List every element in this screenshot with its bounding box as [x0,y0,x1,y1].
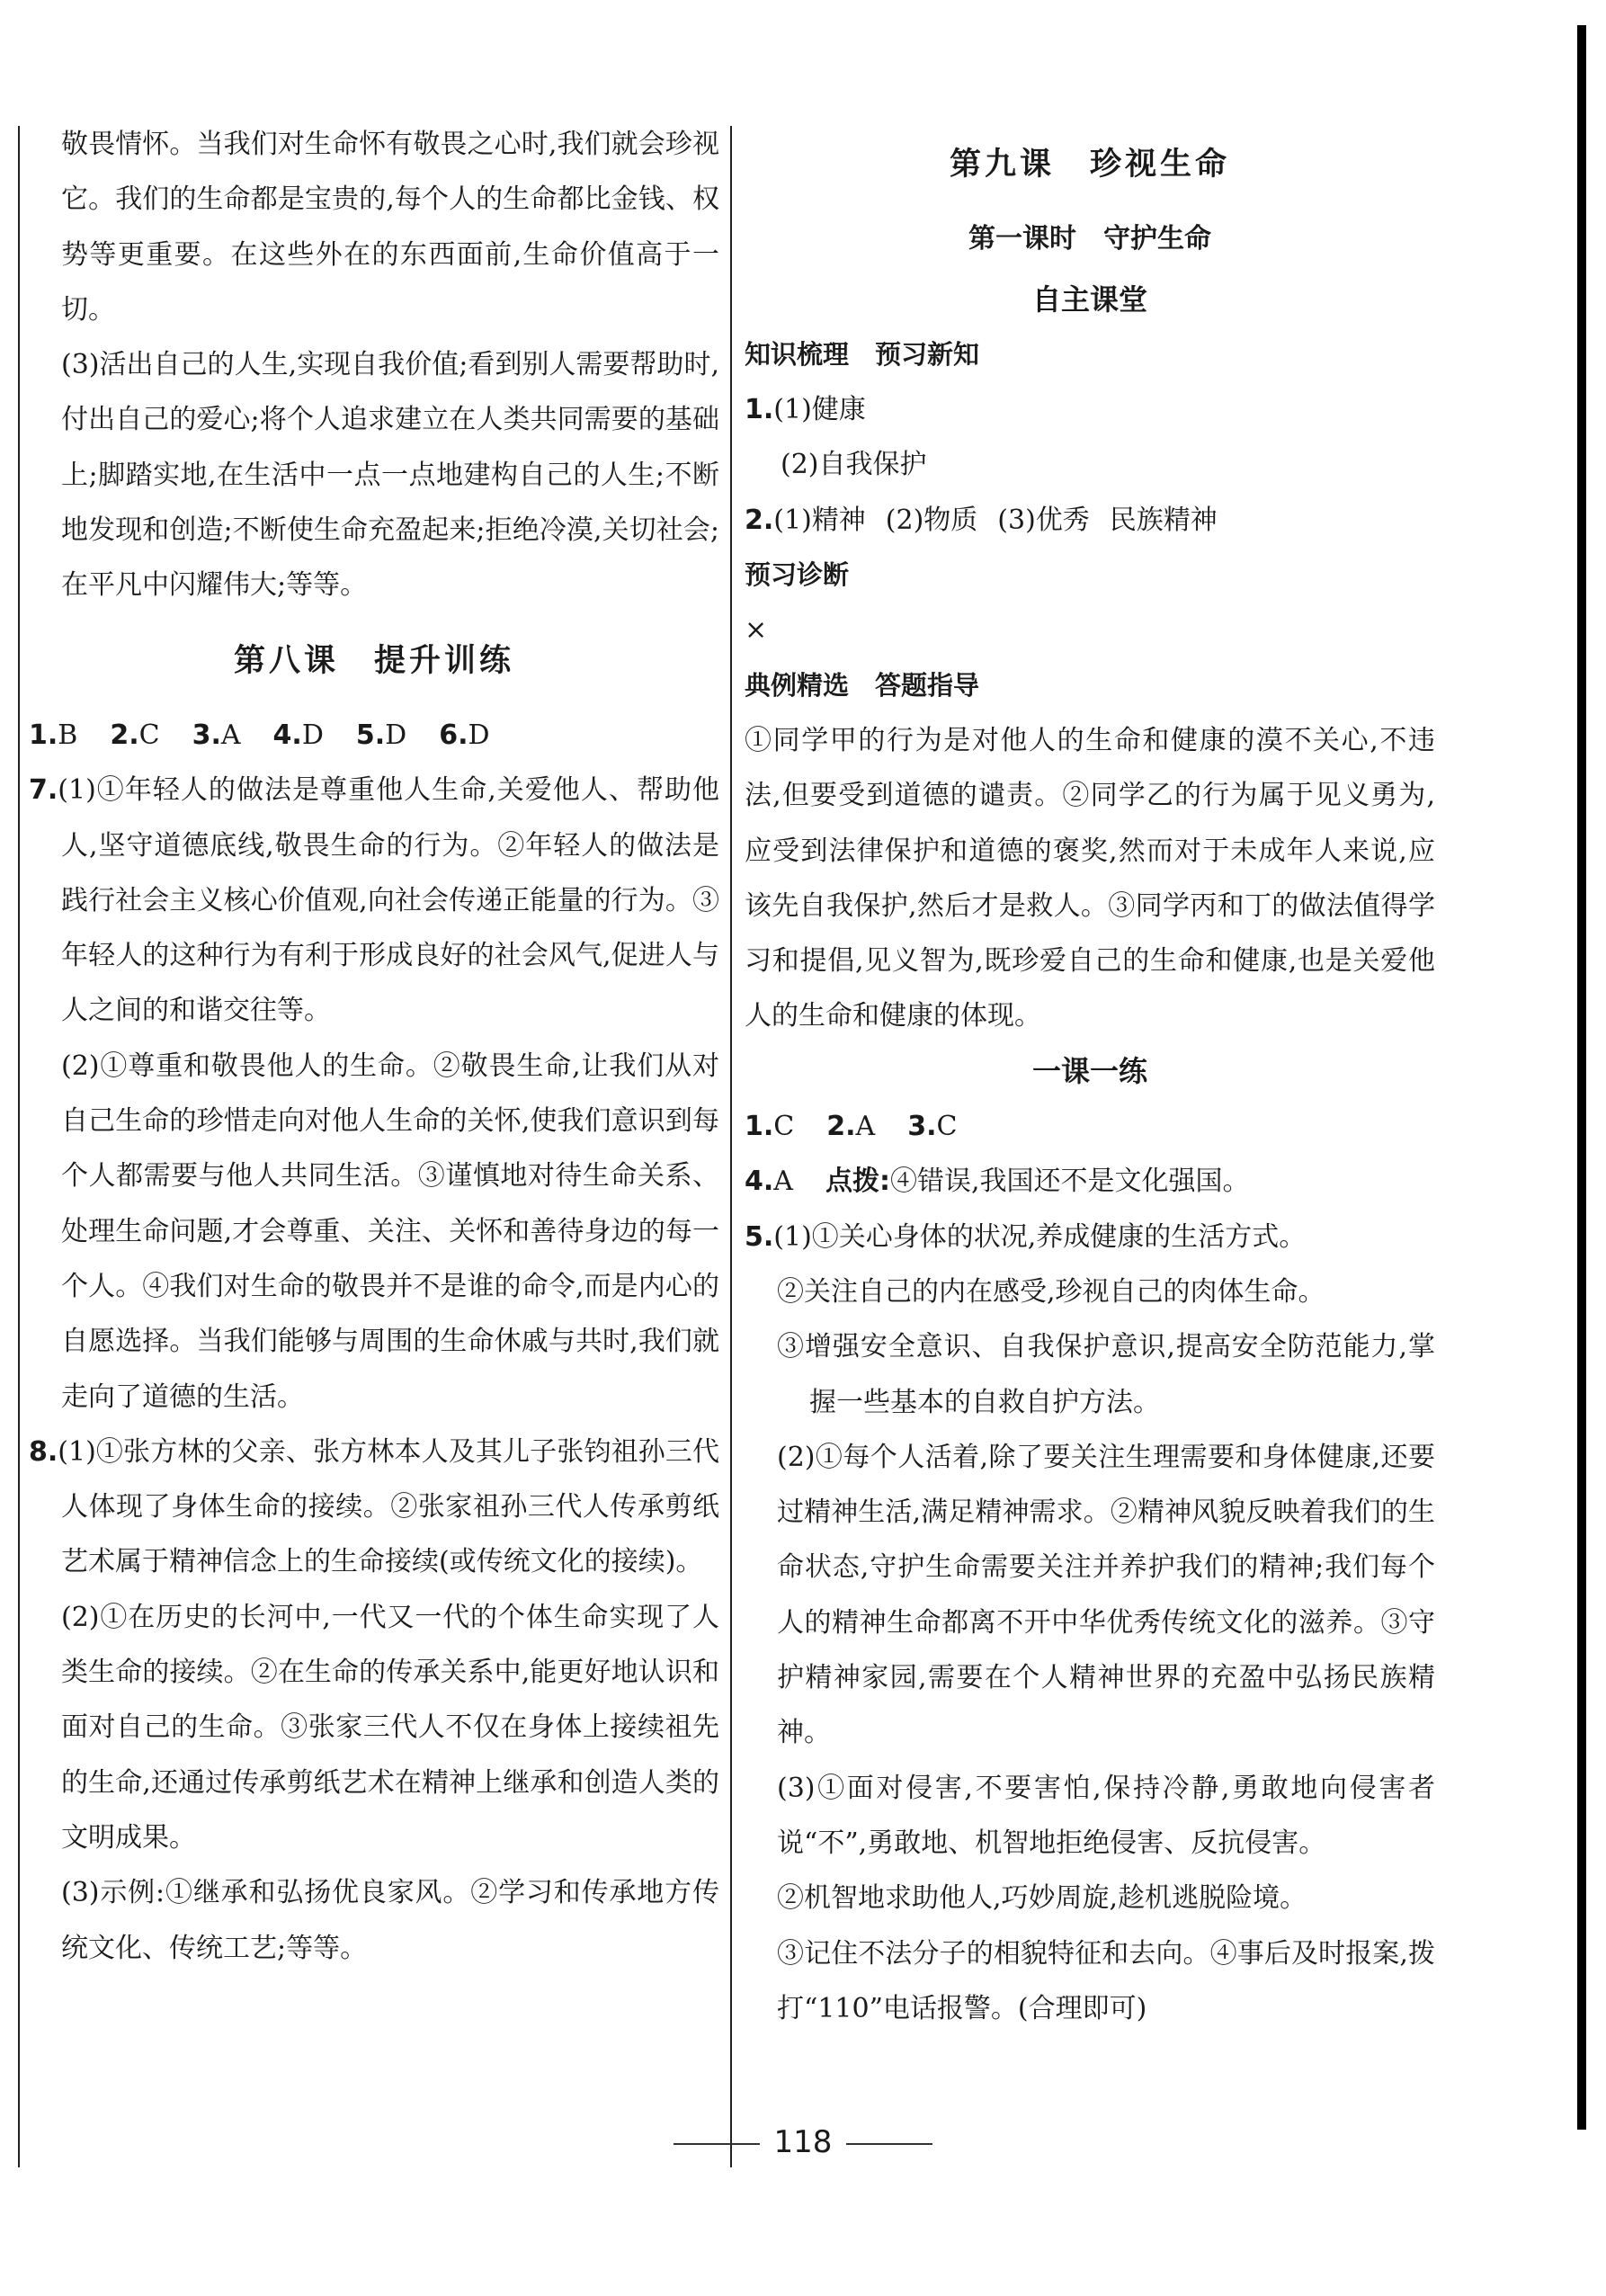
right-column [745,117,1435,2036]
section-title: 自主课堂 [1031,281,1147,317]
practice-title: 一课一练 [1031,1053,1147,1088]
question-7-part-2: (2)①尊重和敬畏他人的生命。②敬畏生命,让我们从对自己生命的珍惜走向对他人生命的关怀,使我们意识到每个人都需要与他人共同生活。③谨慎地对待生命关系、处理生命问题,才会尊重、关注、关怀和善待身边的每一个人。④我们对生命的敬畏并不是谁的命令,而是内心的自愿选择。当我们能够与周围的生命休戚与共时,我们就走向了道德的生活。 [61,1050,719,1413]
question-5-part-3b: ②机智地求助他人,巧妙周旋,趁机逃脱险境。 [777,1882,1307,1915]
diagnosis-answer: × [745,614,768,647]
mc-answer: C [773,1111,795,1143]
page-edge-bar [1577,25,1586,2130]
question-8-part-1 [29,1425,719,1590]
mc-num: 3. [192,719,221,751]
question-5-part-1 [745,1210,1435,1264]
q7-num: 7. [29,774,58,807]
question-5-part-1b: ②关注自己的内在感受,珍视自己的肉体生命。 [777,1275,1325,1308]
mc-num: 1. [29,719,58,751]
question-7-part-1 [29,763,719,1038]
footer-dash-right [846,2143,932,2145]
mc-num: 6. [439,719,468,751]
mc-answer: A [220,719,241,751]
q7-text-1: (1)①年轻人的做法是尊重他人生命,关爱他人、帮助他人,坚守道德底线,敬畏生命的行为。②年轻人的做法是践行社会主义核心价值观,向社会传递正能量的行为。③年轻人的这种行为有利于形成良好的社会风气,促进人与人之间的和谐交往等。 [58,774,719,1027]
paragraph-3: (3)活出自己的人生,实现自我价值;看到别人需要帮助时,付出自己的爱心;将个人追求建立在人类共同需要的基础上;脚踏实地,在生活中一点一点地建构自己的人生;不断地发现和创造;不断使生命充盈起来;拒绝冷漠,关切社会;在平凡中闪耀伟大;等等。 [61,349,719,602]
question-5-part-2: (2)①每个人活着,除了要关注生理需要和身体健康,还要过精神生活,满足精神需求。②精神风貌反映着我们的生命状态,守护生命需要关注并养护我们的精神;我们每个人的精神生命都离不开中华优秀传统文化的滋养。③守护精神家园,需要在个人精神世界的充盈中弘扬民族精神。 [777,1441,1435,1749]
k1-a: (1)健康 [773,394,866,426]
footer-dash-left [674,2143,760,2145]
page-footer [0,2124,1606,2160]
mc-answer: C [138,719,160,751]
mc-num: 2. [110,719,139,751]
mc-answer: B [58,719,78,751]
mc-num: 4. [272,719,302,751]
knowledge-2 [745,493,1435,548]
mc-answer: A [855,1111,876,1143]
mc-num: 3. [907,1111,937,1143]
q5-text-1a: (1)①关心身体的状况,养成健康的生活方式。 [773,1220,1307,1253]
subsection-knowledge: 知识梳理 预习新知 [745,338,980,370]
question-5-part-3a: (3)①面对侵害,不要害怕,保持冷静,勇敢地向侵害者说“不”,勇敢地、机智地拒绝侵害、反抗侵害。 [777,1772,1435,1859]
mc-answer: D [468,719,490,751]
subsection-examples: 典例精选 答题指导 [745,669,980,701]
left-margin-rule [18,126,20,2167]
q8-num: 8. [29,1435,58,1468]
q4-hint: ④错误,我国还不是文化强国。 [889,1166,1250,1198]
subsection-diagnosis: 预习诊断 [745,559,850,591]
k2-c: (3)优秀 [997,504,1090,536]
question-5-part-3c: ③记住不法分子的相貌特征和去向。④事后及时报案,拨打“110”电话报警。(合理即可) [777,1937,1435,2024]
lesson-9-title: 第九课 珍视生命 [949,146,1230,183]
mc-num: 1. [745,1111,774,1143]
intro-paragraph: 敬畏情怀。当我们对生命怀有敬畏之心时,我们就会珍视它。我们的生命都是宝贵的,每个人的生命都比金钱、权势等更重要。在这些外在的东西面前,生命价值高于一切。 [61,129,719,326]
left-column [29,117,719,1976]
question-8-part-3: (3)示例:①继承和弘扬优良家风。②学习和传承地方传统文化、传统工艺;等等。 [61,1877,719,1964]
k2-num: 2. [745,504,774,536]
q4-answer: A [773,1166,793,1198]
question-4 [745,1154,1435,1209]
mc-answer: C [936,1111,958,1143]
q4-num: 4. [745,1166,774,1198]
example-answer: ①同学甲的行为是对他人的生命和健康的漠不关心,不违法,但要受到道德的谴责。②同学乙的行为属于见义勇为,应受到法律保护和道德的褒奖,然而对于未成年人来说,应该先自我保护,然后才是救人。③同学丙和丁的做法值得学习和提倡,见义智为,既珍爱自己的生命和健康,也是关爱他人的生命和健康的体现。 [745,724,1435,1032]
q4-hint-label: 点拨: [825,1166,890,1198]
q5-num: 5. [745,1220,774,1253]
k2-d: 民族精神 [1109,504,1218,536]
k1-num: 1. [745,394,774,426]
question-8-part-2: (2)①在历史的长河中,一代又一代的个体生命实现了人类生命的接续。②在生命的传承关系中,能更好地认识和面对自己的生命。③张家三代人不仅在身体上接续祖先的生命,还通过传承剪纸艺术在精神上继承和创造人类的文明成果。 [61,1601,719,1854]
practice-mc-answers [745,1099,1435,1154]
knowledge-1-b: (2)自我保护 [781,449,927,481]
k2-a: (1)精神 [773,504,866,536]
multiple-choice-answers [29,708,719,763]
question-5-part-1c: ③增强安全意识、自我保护意识,提高安全防范能力,掌握一些基本的自救自护方法。 [777,1331,1435,1418]
page-number: 118 [773,2124,833,2160]
mc-num: 5. [355,719,386,751]
mc-num: 2. [826,1111,856,1143]
q8-text-1: (1)①张方林的父亲、张方林本人及其儿子张钧祖孙三代人体现了身体生命的接续。②张家祖孙三代人传承剪纸艺术属于精神信念上的生命接续(或传统文化的接续)。 [58,1435,719,1578]
k2-b: (2)物质 [885,504,978,536]
mc-answer: D [301,719,324,751]
knowledge-1 [745,382,1435,437]
column-divider [730,126,732,2167]
period-title: 第一课时 守护生命 [968,223,1211,255]
lesson-8-title: 第八课 提升训练 [233,641,514,679]
mc-answer: D [385,719,407,751]
